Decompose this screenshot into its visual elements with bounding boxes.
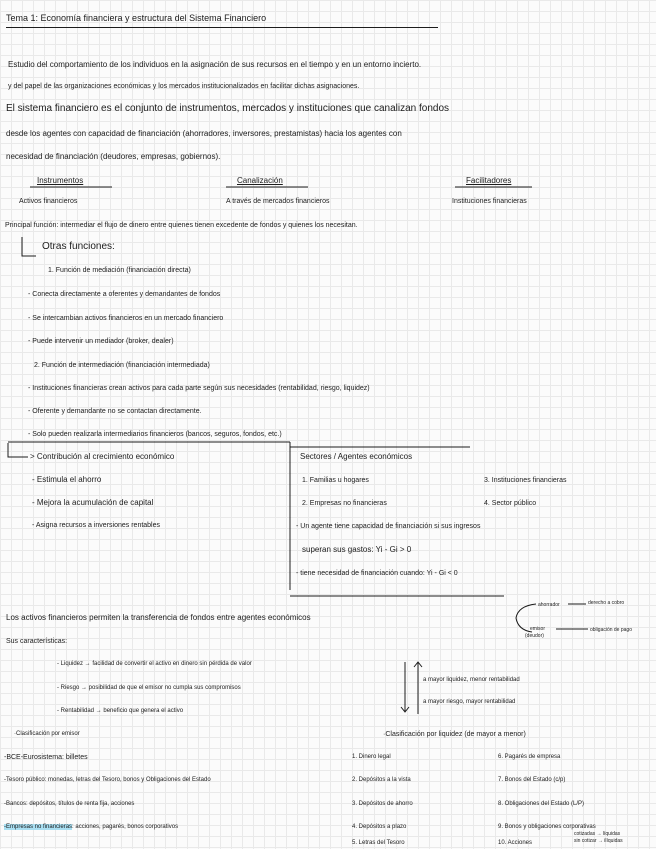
ahorrador-label: ahorrador: [538, 602, 560, 608]
obligacion-label: obligación de pago: [590, 627, 632, 633]
f1-title: 1. Función de mediación (financiación directa): [48, 267, 191, 274]
sector-3: 3. Instituciones financieras: [484, 477, 567, 484]
rentabilidad-item: - Rentabilidad → beneficio que genera el activo: [57, 708, 184, 714]
liquidez-9: 9. Bonos y obligaciones corporativas: [498, 824, 596, 830]
liquidez-4: 4. Depósitos a plazo: [352, 824, 407, 830]
otras-arrow: [22, 237, 36, 256]
f2-item-1: - Instituciones financieras crean activos para cada parte según sus necesidades (rentabilidad, riesgo, liquidez): [28, 385, 370, 392]
capacidad-line-1: - Un agente tiene capacidad de financiación si sus ingresos: [296, 523, 481, 530]
liquidez-10: 10. Acciones: [498, 840, 533, 846]
clasif-emisor-heading: ·Clasificación por emisor: [14, 731, 80, 737]
empresas-rest: : acciones, pagarés, bonos corporativos: [72, 824, 179, 830]
activos-line: Los activos financieros permiten la transferencia de fondos entre agentes económicos: [6, 613, 311, 622]
sector-4: 4. Sector público: [484, 500, 537, 507]
instrumentos-heading: Instrumentos: [37, 176, 84, 185]
otras-heading: Otras funciones:: [42, 241, 115, 252]
emisor-tesoro: -Tesoro público: monedas, letras del Tesoro, bonos y Obligaciones del Estado: [4, 777, 211, 783]
definition-line-2: desde los agentes con capacidad de financiación (ahorradores, inversores, prestamistas) hacia los agentes con: [6, 129, 402, 138]
liquidez-2: 2. Depósitos a la vista: [352, 777, 411, 783]
empresas-highlight: -Empresas no financieras: [4, 824, 73, 830]
contribucion-item-3: - Asigna recursos a inversiones rentables: [32, 522, 161, 529]
canalizacion-value: A través de mercados financieros: [226, 198, 330, 205]
emisor-bce: -BCE-Eurosistema: billetes: [4, 754, 88, 761]
liquidez-7: 7. Bonos del Estado (c/p): [498, 777, 566, 783]
liquidez-item: - Liquidez → facilidad de convertir el activo en dinero sin pérdida de valor: [57, 661, 252, 667]
deudor-label: (deudor): [525, 633, 544, 639]
definition-line-1: El sistema financiero es el conjunto de instrumentos, mercados y instituciones que canalizan fondos: [6, 103, 450, 114]
capacidad-line-2: superan sus gastos: Yi - Gi > 0: [302, 545, 412, 554]
liquidez-1: 1. Dinero legal: [352, 754, 391, 760]
liquidez-5: 5. Letras del Tesoro: [352, 840, 405, 846]
necesidad-line: - tiene necesidad de financiación cuando: Yi - Gi < 0: [296, 570, 458, 577]
f2-item-3: - Solo pueden realizarla intermediarios financieros (bancos, seguros, fondos, etc.): [28, 431, 282, 438]
acciones-note-2: sin cotizar → ilíquidas: [574, 838, 623, 844]
activos-bracket: [516, 604, 536, 632]
contribucion-arrow: [8, 443, 28, 457]
instrumentos-value: Activos financieros: [19, 198, 78, 205]
liquidez-3: 3. Depósitos de ahorro: [352, 801, 413, 807]
intro-line-1: Estudio del comportamiento de los individuos en la asignación de sus recursos en el tiempo y en un entorno incierto.: [8, 60, 422, 69]
canalizacion-heading: Canalización: [237, 176, 283, 185]
facilitadores-heading: Facilitadores: [466, 176, 512, 185]
contribucion-item-2: - Mejora la acumulación de capital: [32, 498, 154, 507]
caracteristicas-heading: Sus características:: [6, 638, 68, 645]
definition-line-3: necesidad de financiación (deudores, empresas, gobiernos).: [6, 152, 221, 161]
mayor-riesgo-note: a mayor riesgo, mayor rentabilidad: [423, 699, 516, 705]
emisor-label: emisor: [530, 626, 546, 632]
emisor-bancos: -Bancos: depósitos, títulos de renta fija, acciones: [4, 801, 135, 807]
sector-1: 1. Familias u hogares: [302, 477, 369, 484]
contribucion-heading: > Contribución al crecimiento económico: [30, 452, 175, 461]
facilitadores-value: Instituciones financieras: [452, 198, 527, 205]
derecho-label: derecho a cobro: [588, 600, 625, 606]
page-title: Tema 1: Economía financiera y estructura del Sistema Financiero: [6, 13, 267, 23]
sectores-heading: Sectores / Agentes económicos: [300, 452, 413, 461]
f1-item-3: - Puede intervenir un mediador (broker, dealer): [28, 338, 174, 345]
riesgo-item: - Riesgo → posibilidad de que el emisor no cumpla sus compromisos: [57, 685, 241, 691]
liquidez-8: 8. Obligaciones del Estado (L/P): [498, 801, 585, 807]
mayor-liquidez-note: a mayor liquidez, menor rentabilidad: [423, 677, 520, 683]
principal-function: Principal función: intermediar el flujo de dinero entre quienes tienen excedente de fondos y quienes los necesitan.: [5, 222, 358, 229]
liquidez-6: 6. Pagarés de empresa: [498, 754, 561, 760]
sector-2: 2. Empresas no financieras: [302, 500, 387, 507]
contribucion-item-1: - Estimula el ahorro: [32, 475, 102, 484]
f2-title: 2. Función de intermediación (financiación intermediada): [34, 362, 210, 369]
f2-item-2: - Oferente y demandante no se contactan directamente.: [28, 408, 202, 415]
f1-item-1: - Conecta directamente a oferentes y demandantes de fondos: [28, 291, 221, 298]
f1-item-2: - Se intercambian activos financieros en un mercado financiero: [28, 315, 224, 322]
clasif-liquidez-heading: ·Clasificación por liquidez (de mayor a menor): [383, 731, 526, 738]
acciones-note-1: cotizadas → líquidas: [574, 831, 621, 837]
intro-line-2: y del papel de las organizaciones económicas y los mercados institucionalizados en facilitar dichas asignaciones.: [8, 83, 360, 90]
